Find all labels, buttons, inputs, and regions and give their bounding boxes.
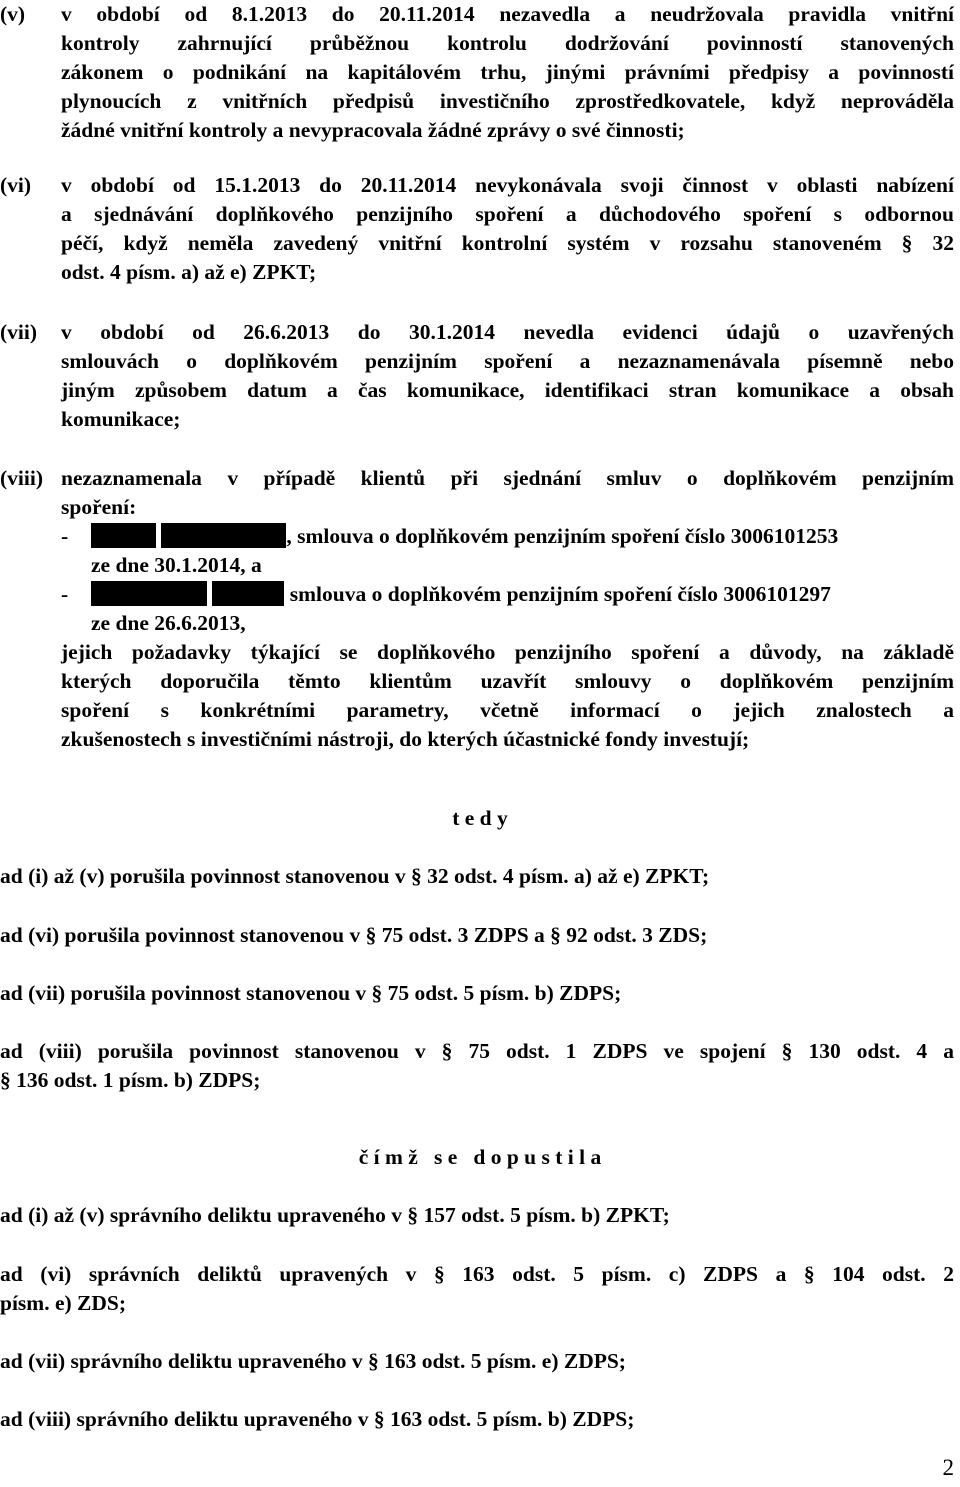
clause-text xyxy=(61,0,954,145)
violation-block xyxy=(0,1037,954,1095)
text-line: spoření s konkrétními parametry, včetně informací o jejich znalostech a xyxy=(61,698,954,722)
redaction-bar xyxy=(161,523,286,548)
text-line: zákonem o podnikání na kapitálovém trhu, jinými právními předpisy a povinností xyxy=(61,60,954,84)
clause-label: (vi) xyxy=(0,173,32,197)
clause-intro xyxy=(61,464,954,522)
client-contract-text: , smlouva o doplňkovém penzijním spoření číslo 3006101253 xyxy=(286,524,839,548)
violation-line: ad (vii) porušila povinnost stanovenou v § 75 odst. 5 písm. b) ZDPS; xyxy=(0,981,622,1005)
page-number: 2 xyxy=(942,1455,954,1480)
violation-line: ad (viii) porušila povinnost stanovenou v § 75 odst. 1 ZDPS ve spojení § 130 odst. 4 a xyxy=(0,1039,954,1063)
text-line: péčí, když neměla zavedený vnitřní kontrolní systém v rozsahu stanoveném § 32 xyxy=(61,231,954,255)
text-line: smlouvách o doplňkovém penzijním spoření a nezaznamenávala písemně nebo xyxy=(61,349,954,373)
offence-line: ad (i) až (v) správního deliktu upraveného v § 157 odst. 5 písm. b) ZPKT; xyxy=(0,1203,670,1227)
section-heading-cimz: č í m ž s e d o p u s t i l a xyxy=(358,1145,602,1169)
text-line: komunikace; xyxy=(61,407,181,431)
text-line: jejich požadavky týkající se doplňkového penzijního spoření a důvody, na základě xyxy=(61,640,954,664)
clause-label: (vii) xyxy=(0,320,38,344)
clause-text xyxy=(61,318,954,434)
section-heading-tedy: t e d y xyxy=(452,806,508,830)
redaction-bar xyxy=(91,581,207,606)
clause-label: (viii) xyxy=(0,466,43,490)
text-line xyxy=(91,580,954,609)
text-line: v období od 26.6.2013 do 30.1.2014 nevedla evidenci údajů o uzavřených xyxy=(61,320,954,344)
client-contract-date: ze dne 30.1.2014, a xyxy=(91,553,262,577)
text-line: v období od 15.1.2013 do 20.11.2014 nevykonávala svoji činnost v oblasti nabízení xyxy=(61,173,954,197)
text-line xyxy=(91,522,954,551)
text-line: kontroly zahrnující průběžnou kontrolu dodržování povinností stanovených xyxy=(61,31,954,55)
offence-line: ad (vii) správního deliktu upraveného v § 163 odst. 5 písm. e) ZDPS; xyxy=(0,1349,626,1373)
violation-line: § 136 odst. 1 písm. b) ZDPS; xyxy=(0,1068,261,1092)
text-line: zkušenostech s investičními nástroji, do kterých účastnické fondy investují; xyxy=(61,727,750,751)
offence-block xyxy=(0,1260,954,1318)
text-line: spoření: xyxy=(61,495,137,519)
redaction-bar xyxy=(91,523,156,548)
violation-line: ad (vi) porušila povinnost stanovenou v § 75 odst. 3 ZDPS a § 92 odst. 3 ZDS; xyxy=(0,923,708,947)
text-line: kterých doporučila těmto klientům uzavřít smlouvy o doplňkovém penzijním xyxy=(61,669,954,693)
text-line: a sjednávání doplňkového penzijního spoření a důchodového spoření s odbornou xyxy=(61,202,954,226)
violation-line: ad (i) až (v) porušila povinnost stanovenou v § 32 odst. 4 písm. a) až e) ZPKT; xyxy=(0,864,710,888)
clause-label: (v) xyxy=(0,2,26,26)
clause-outro xyxy=(61,638,954,754)
text-line: jiným způsobem datum a čas komunikace, identifikaci stran komunikace a obsah xyxy=(61,378,954,402)
offence-line: ad (vi) správních deliktů upravených v § 163 odst. 5 písm. c) ZDPS a § 104 odst. 2 xyxy=(0,1262,954,1286)
text-line: žádné vnitřní kontroly a nevypracovala žádné zprávy o své činnosti; xyxy=(61,118,685,142)
text-line: nezaznamenala v případě klientů při sjednání smluv o doplňkovém penzijním xyxy=(61,466,954,490)
text-line: plynoucích z vnitřních předpisů investičního zprostředkovatele, když neprováděla xyxy=(61,89,954,113)
text-line: odst. 4 písm. a) až e) ZPKT; xyxy=(61,260,317,284)
offence-line: písm. e) ZDS; xyxy=(0,1291,127,1315)
client-contract-text: smlouva o doplňkovém penzijním spoření číslo 3006101297 xyxy=(284,582,831,606)
list-dash: - xyxy=(61,524,69,548)
list-dash: - xyxy=(61,582,69,606)
client-contract-date: ze dne 26.6.2013, xyxy=(91,611,246,635)
clause-text xyxy=(61,171,954,287)
redaction-bar xyxy=(212,581,284,606)
offence-line: ad (viii) správního deliktu upraveného v § 163 odst. 5 písm. b) ZDPS; xyxy=(0,1407,635,1431)
text-line: v období od 8.1.2013 do 20.11.2014 nezavedla a neudržovala pravidla vnitřní xyxy=(61,2,954,26)
